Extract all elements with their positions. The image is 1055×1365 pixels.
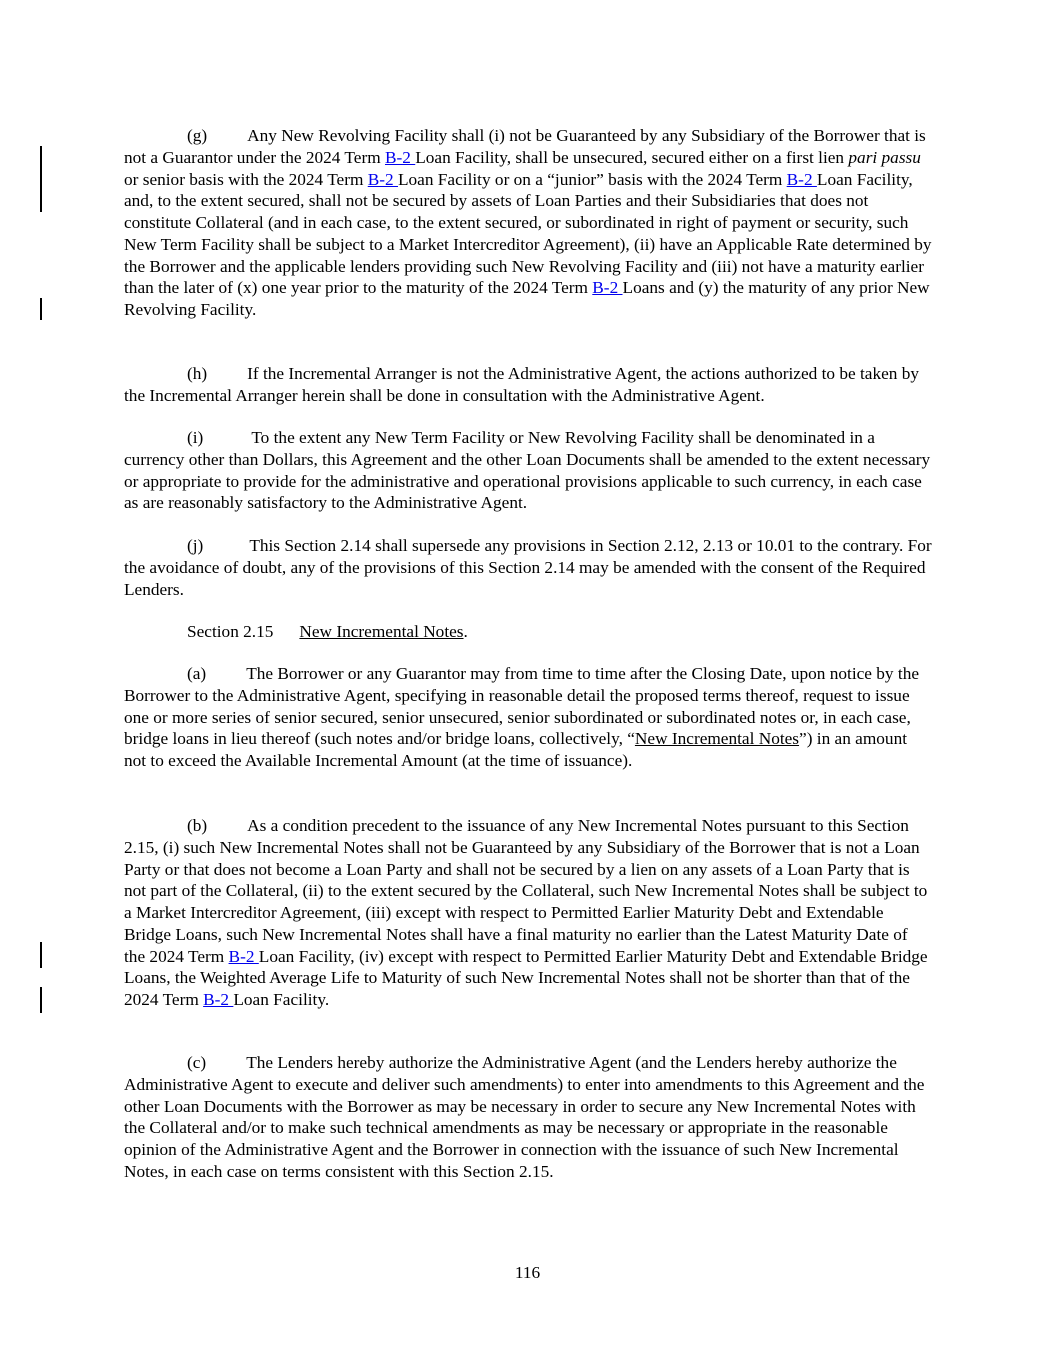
paragraph-c: (c) The Lenders hereby authorize the Administrative Agent (and the Lenders hereby authorize the Administrative Agent to execute and deliver such amendments) to enter into amendments to this Agreement and the other Loan Documents with the Borrower as may be necessary in order to secure any New Incremental Notes with the Collateral and/or to make such technical amendments as may be necessary or appropriate in the reasonable opinion of the Administrative Agent and the Borrower in connection with the issuance of such New Incremental Notes, in each case on terms consistent with this Section 2.15. xyxy=(124,1053,925,1181)
defined-term: New Incremental Notes xyxy=(634,729,800,749)
paragraph-b: (b) As a condition precedent to the issuance of any New Incremental Notes pursuant to this Section 2.15, (i) such New Incremental Notes shall not be Guaranteed by any Subsidiary of the Borrower that is not a Loan Party or that does not become a Loan Party and shall not be secured by a lien on any assets of a Loan Party that is not part of the Collateral, (ii) to the extent secured by the Collateral, such New Incremental Notes shall be subject to a Market Intercreditor Agreement, (iii) except with respect to Permitted Earlier Maturity Debt and Extendable Bridge Loans, such New Incremental Notes shall have a final maturity no earlier than the Latest Maturity Date of the 2024 Term B-2 Loan Facility, (iv) except with respect to Permitted Earlier Maturity Debt and Extendable Bridge Loans, the Weighted Average Life to Maturity of such New Incremental Notes shall not be shorter than that of the 2024 Term B-2 Loan Facility. xyxy=(124,816,928,1009)
paragraph-g: (g) Any New Revolving Facility shall (i) not be Guaranteed by any Subsidiary of the Borrower that is not a Guarantor under the 2024 Term B-2 Loan Facility, shall be unsecured, secured either on a first lien pari passu or senior basis with the 2024 Term B-2 Loan Facility or on a “junior” basis with the 2024 Term B-2 Loan Facility, and, to the extent secured, shall not be secured by assets of Loan Parties and their Subsidiaries that does not constitute Collateral (and in each case, to the extent secured, or subordinated in right of payment or security, such New Term Facility shall be subject to a Market Intercreditor Agreement), (ii) have an Applicable Rate determined by the Borrower and the applicable lenders providing such New Revolving Facility and (iii) not have a maturity earlier than the later of (x) one year prior to the maturity of the 2024 Term B-2 Loans and (y) the maturity of any prior New Revolving Facility. xyxy=(124,126,932,319)
b2-link[interactable]: B-2 xyxy=(786,169,817,189)
paragraph-label: (b) xyxy=(187,816,208,835)
section-number: Section 2.15 xyxy=(187,622,274,641)
change-bar xyxy=(40,942,42,968)
change-bar xyxy=(40,298,42,320)
b2-link[interactable]: B-2 xyxy=(228,946,259,966)
paragraph-label: (a) xyxy=(187,664,207,683)
page-number: 116 xyxy=(514,1263,541,1282)
paragraph-label: (c) xyxy=(187,1053,207,1072)
b2-link[interactable]: B-2 xyxy=(592,278,623,298)
paragraph-label: (g) xyxy=(187,126,208,145)
b2-link[interactable]: B-2 xyxy=(367,169,398,189)
paragraph-label: (j) xyxy=(187,536,204,555)
b2-link[interactable]: B-2 xyxy=(384,147,416,167)
paragraph-a: (a) The Borrower or any Guarantor may from time to time after the Closing Date, upon notice by the Borrower to the Administrative Agent, specifying in reasonable detail the proposed terms thereof, request to issue one or more series of senior secured, senior unsecured, senior subordinated or subordinated notes or, in each case, bridge loans in lieu thereof (such notes and/or bridge loans, collectively, “New Incremental Notes”) in an amount not to exceed the Available Incremental Amount (at the time of issuance). xyxy=(124,664,920,770)
paragraph-h: (h) If the Incremental Arranger is not the Administrative Agent, the actions authorized to be taken by the Incremental Arranger herein shall be done in consultation with the Administrative Agent. xyxy=(124,364,919,405)
paragraph-label: (i) xyxy=(187,428,204,447)
section-heading: Section 2.15 New Incremental Notes. xyxy=(187,622,468,641)
change-bar xyxy=(40,987,42,1013)
section-title: New Incremental Notes xyxy=(299,622,464,641)
change-bar xyxy=(40,146,42,212)
paragraph-i: (i) To the extent any New Term Facility or New Revolving Facility shall be denominated in a currency other than Dollars, this Agreement and the other Loan Documents shall be amended to the extent necessary or appropriate to provide for the administrative and operational provisions applicable to such currency, in each case as are reasonably satisfactory to the Administrative Agent. xyxy=(124,428,931,513)
paragraph-j: (j) This Section 2.14 shall supersede any provisions in Section 2.12, 2.13 or 10.01 to the contrary. For the avoidance of doubt, any of the provisions of this Section 2.14 may be amended with the consent of the Required Lenders. xyxy=(124,536,932,599)
b2-link[interactable]: B-2 xyxy=(203,990,234,1009)
paragraph-label: (h) xyxy=(187,364,208,383)
